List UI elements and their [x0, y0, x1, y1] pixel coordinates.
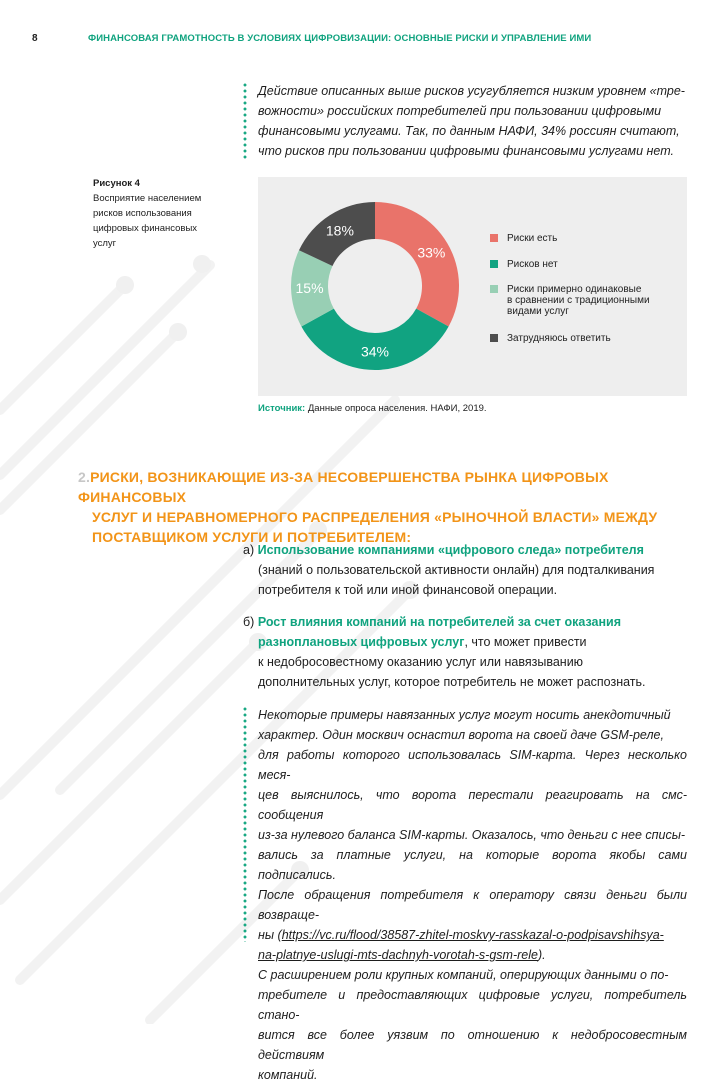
legend-label: Риски примерно одинаковые: [507, 284, 642, 295]
item-marker: а): [243, 543, 255, 557]
legend-label: Риски есть: [507, 233, 558, 244]
legend-item: [490, 233, 557, 244]
item-highlight: Использование компаниями «цифрового следа» потребителя: [257, 543, 644, 557]
quote-line: для работы которого использовалась SIM-карта. Через несколько меся-: [258, 748, 687, 782]
page-number: 8: [32, 33, 38, 44]
item-line: (знаний о пользовательской активности онлайн) для подталкивания: [258, 563, 655, 577]
legend-item: [490, 259, 558, 270]
quote-line: вится все более уязвим по отношению к недобросовестным действиям: [258, 1028, 687, 1062]
item-marker: б): [243, 615, 255, 629]
item-line: дополнительных услуг, которое потребитель не может распознать.: [258, 675, 646, 689]
slice-label: 18%: [325, 222, 354, 239]
slice-label: 33%: [417, 244, 446, 261]
donut-slice: [375, 202, 459, 326]
quote-line: С расширением роли крупных компаний, оперирующих данными о по-: [258, 968, 669, 982]
figure-source: [258, 403, 487, 414]
source-text: Данные опроса населения. НАФИ, 2019.: [307, 403, 487, 414]
legend-label: Рисков нет: [507, 259, 558, 270]
legend-label: видами услуг: [507, 306, 569, 317]
example-quote: [258, 705, 687, 1085]
quote-line: вожности» российских потребителей при пользовании цифровыми: [258, 104, 662, 118]
legend-swatch: [490, 285, 498, 293]
legend-swatch: [490, 260, 498, 268]
slice-label: 34%: [360, 343, 390, 360]
figure-caption-line: Восприятие населением: [93, 193, 202, 204]
quote-line: Некоторые примеры навязанных услуг могут носить анекдотичный: [258, 708, 671, 722]
quote-line: цев выяснилось, что ворота перестали реагировать на смс-сообщения: [258, 788, 687, 822]
quote-line: что рисков при пользовании цифровыми финансовыми услугами нет.: [258, 144, 674, 158]
chart-panel: [258, 177, 687, 396]
quote-line: из-за нулевого баланса SIM-карты. Оказалось, что деньги с нее списы-: [258, 828, 686, 842]
list-item-a: [243, 540, 673, 600]
quote-line: Действие описанных выше рисков усугубляется низким уровнем «тре-: [258, 84, 685, 98]
legend-label: Затрудняюсь ответить: [507, 333, 611, 344]
list-item-b: [243, 612, 673, 692]
item-line: потребителя к той или иной финансовой операции.: [258, 583, 558, 597]
quote-line: характер. Один москвич оснастил ворота на своей даче GSM-реле,: [258, 728, 664, 742]
donut-slice: [301, 309, 448, 370]
quote-line: компаний.: [258, 1068, 318, 1082]
donut-chart: [258, 177, 478, 396]
item-highlight: Рост влияния компаний на потребителей за счет оказания: [257, 615, 622, 629]
figure-caption-line: рисков использования: [93, 208, 192, 219]
figure-label: Рисунок 4: [93, 178, 140, 189]
item-line: к недобросовестному оказанию услуг или навязыванию: [258, 655, 584, 669]
source-label: Источник:: [258, 403, 306, 414]
quote-dotted-rule: [243, 706, 247, 942]
section-title-line: УСЛУГ И НЕРАВНОМЕРНОГО РАСПРЕДЕЛЕНИЯ «РЫНОЧНОЙ ВЛАСТИ» МЕЖДУ: [92, 509, 658, 525]
quote-line: требителе и предоставляющих цифровые услуги, потребитель стано-: [258, 988, 687, 1022]
quote-line: финансовыми услугами. Так, по данным НАФИ, 34% россиян считают,: [258, 124, 680, 138]
quote-line: вались за платные услуги, на которые ворота якобы сами подписались.: [258, 848, 687, 882]
legend-item: [490, 333, 611, 344]
legend-swatch: [490, 234, 498, 242]
quote-dotted-rule: [243, 82, 247, 160]
source-link[interactable]: na-platnye-uslugi-mts-dachnyh-vorotah-s-gsm-rele: [258, 948, 538, 962]
section-heading: [78, 467, 698, 547]
legend-label: в сравнении с традиционными: [507, 295, 650, 306]
figure-caption: [93, 176, 218, 251]
item-text: , что может привести: [464, 635, 587, 649]
legend-swatch: [490, 334, 498, 342]
item-highlight: разноплановых цифровых услуг: [258, 635, 465, 649]
source-link[interactable]: https://vc.ru/flood/38587-zhitel-moskvy-rasskazal-o-podpisavshihsya-: [281, 928, 664, 942]
section-title-line: ПОСТАВЩИКОМ УСЛУГИ И ПОТРЕБИТЕЛЕМ:: [92, 529, 412, 545]
figure-caption-line: цифровых финансовых: [93, 223, 198, 234]
section-title-line: РИСКИ, ВОЗНИКАЮЩИЕ ИЗ-ЗА НЕСОВЕРШЕНСТВА РЫНКА ЦИФРОВЫХ ФИНАНСОВЫХ: [78, 469, 609, 505]
intro-quote: [258, 81, 687, 161]
running-title: ФИНАНСОВАЯ ГРАМОТНОСТЬ В УСЛОВИЯХ ЦИФРОВИЗАЦИИ: ОСНОВНЫЕ РИСКИ И УПРАВЛЕНИЕ ИМИ: [88, 33, 592, 44]
quote-text: ).: [537, 948, 546, 962]
quote-line: После обращения потребителя к оператору связи деньги были возвраще-: [258, 888, 687, 922]
quote-text: ны (: [258, 928, 282, 942]
legend-item: [490, 284, 650, 317]
section-number: 2.: [78, 469, 91, 485]
slice-label: 15%: [295, 280, 324, 297]
figure-caption-line: услуг: [93, 238, 117, 249]
